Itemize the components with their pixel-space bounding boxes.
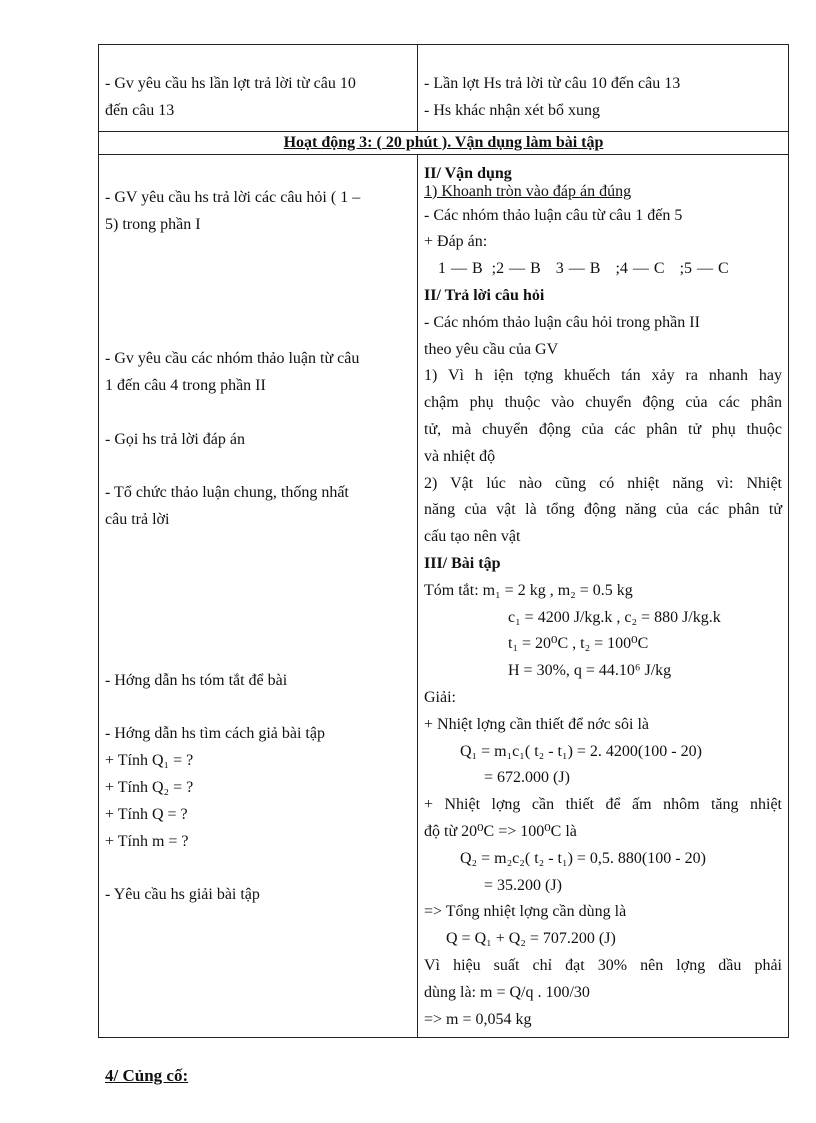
text-line: - Hớng dẫn hs tóm tắt để bài [105, 671, 288, 689]
answer-item: ;5 — C [679, 260, 729, 278]
answer-item: ;2 — B [491, 260, 541, 278]
text-line: + Đáp án: [424, 233, 488, 251]
text-line: - Gv yêu cầu hs lần lợt trả lời từ câu 10 [105, 75, 356, 92]
section-heading: 4/ Củng cố: [105, 1066, 189, 1085]
text-line: Giải: [424, 688, 456, 706]
text-line: 2) Vật lúc nào cũng có nhiệt năng vì: Nhiệt [424, 474, 782, 492]
table-row [99, 154, 789, 1038]
text-line: câu trả lời [105, 510, 170, 528]
section-title: II/ Trả lời câu hỏi [424, 286, 545, 304]
text-line: - Các nhóm thảo luận câu hỏi trong phần II [424, 313, 700, 331]
text-line: c₁ = 4200 J/kg.k , c₂ = 880 J/kg.k [508, 608, 721, 626]
text-line: + Nhiệt lợng cần thiết để nớc sôi là [424, 715, 649, 733]
text-line: - Gọi hs trả lời đáp án [105, 430, 245, 448]
text-line: - Hs khác nhận xét bổ xung [424, 101, 600, 119]
text-line: Q₁ = m₁c₁( t₂ - t₁) = 2. 4200(100 - 20) [460, 742, 702, 760]
text-line: Q₂ = m₂c₂( t₂ - t₁) = 0,5. 880(100 - 20) [460, 849, 706, 867]
text-line: + Tính Q₂ = ? [105, 778, 194, 796]
text-line: đến câu 13 [105, 101, 175, 119]
teacher-cell [99, 45, 418, 132]
text-line: => m = 0,054 kg [424, 1010, 532, 1028]
text-line: - Lần lợt Hs trả lời từ câu 10 đến câu 13 [424, 75, 681, 92]
text-line: năng của vật là tổng động năng của các phân tử [424, 501, 782, 519]
student-cell [418, 154, 789, 1038]
text-line: 1 đến câu 4 trong phần II [105, 376, 266, 394]
answer-item: 3 — B [555, 260, 601, 278]
text-line: Q = Q₁ + Q₂ = 707.200 (J) [446, 930, 616, 948]
text-line: t₁ = 20⁰C , t₂ = 100⁰C [508, 635, 649, 653]
text-line: + Tính m = ? [105, 832, 189, 850]
text-line: 1) Vì h iện tợng khuếch tán xảy ra nhanh hay [424, 367, 782, 385]
text-line: = 672.000 (J) [484, 769, 570, 787]
table-row [99, 45, 789, 132]
text-line: - Gv yêu cầu các nhóm thảo luận từ câu [105, 350, 360, 368]
section-subtitle: 1) Khoanh tròn vào đáp án đúng [424, 182, 632, 200]
activity-header [99, 131, 789, 154]
activity-title: Hoạt động 3: ( 20 phút ). Vận dụng làm bài tập [283, 133, 604, 151]
section-title: III/ Bài tập [424, 554, 501, 572]
answer-row [424, 256, 782, 283]
text-line: Vì hiệu suất chỉ đạt 30% nên lợng dầu phải [424, 956, 782, 974]
text-line: = 35.200 (J) [484, 876, 562, 894]
text-line: - Yêu cầu hs giải bài tập [105, 886, 260, 904]
text-line: độ từ 20⁰C => 100⁰C là [424, 822, 577, 840]
text-line: + Tính Q = ? [105, 805, 188, 823]
text-line: 5) trong phần I [105, 216, 201, 234]
text-line: - Hớng dẫn hs tìm cách giả bài tập [105, 725, 325, 743]
text-line: chậm phụ thuộc vào chuyển động của các phân [424, 394, 782, 412]
text-line: - GV yêu cầu hs trả lời các câu hỏi ( 1 – [105, 189, 361, 207]
text-line: theo yêu cầu của GV [424, 340, 559, 358]
text-line: H = 30%, q = 44.10⁶ J/kg [508, 662, 672, 680]
answer-item: 1 — B [438, 260, 483, 278]
text-line: - Tổ chức thảo luận chung, thống nhất [105, 484, 349, 502]
text-line: + Nhiệt lợng cần thiết để ấm nhôm tăng nhiệt [424, 796, 782, 814]
lesson-table-wrapper [98, 44, 789, 1038]
text-line: dùng là: m = Q/q . 100/30 [424, 983, 590, 1001]
text-line: - Các nhóm thảo luận câu từ câu 1 đến 5 [424, 206, 683, 224]
lesson-table [98, 44, 789, 1038]
student-cell [418, 45, 789, 132]
table-row [99, 131, 789, 154]
section-title: II/ Vận dụng [424, 164, 512, 182]
text-line: Tóm tắt: m₁ = 2 kg , m₂ = 0.5 kg [424, 581, 633, 599]
text-line: và nhiệt độ [424, 447, 496, 465]
text-line: => Tổng nhiệt lợng cần dùng là [424, 903, 627, 921]
text-line: + Tính Q₁ = ? [105, 752, 194, 770]
text-line: cấu tạo nên vật [424, 528, 521, 546]
answer-item: ;4 — C [615, 260, 665, 278]
teacher-cell [99, 154, 418, 1038]
text-line: tử, mà chuyển động của các phân tử phụ thuộc [424, 420, 782, 438]
